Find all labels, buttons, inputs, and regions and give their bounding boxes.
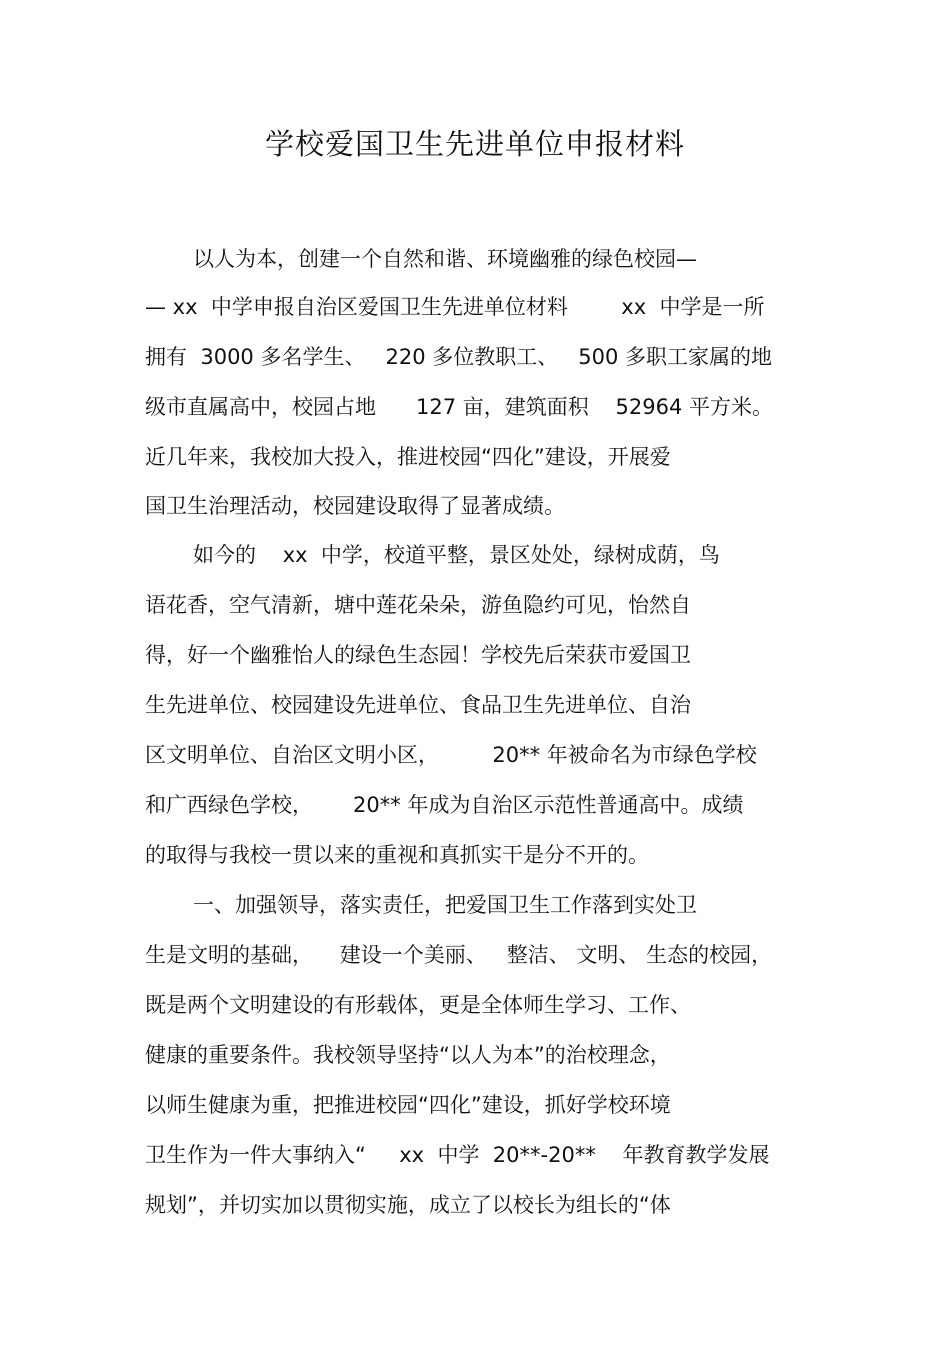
text-line: 级市直属高中，校园占地 127 亩，建筑面积 52964 平方米。	[145, 395, 773, 419]
text-line: 的取得与我校一贯以来的重视和真抓实干是分不开的。	[145, 843, 649, 867]
text-line: 生先进单位、校园建设先进单位、食品卫生先进单位、自治	[145, 693, 691, 717]
text-line: 得，好一个幽雅怡人的绿色生态园！学校先后荣获市爱国卫	[145, 643, 691, 667]
text-line: 健康的重要条件。我校领导坚持“以人为本”的治校理念，	[145, 1043, 671, 1067]
text-line: 卫生作为一件大事纳入“ xx 中学 20**-20** 年教育教学发展	[145, 1143, 770, 1167]
text-line: 区文明单位、自治区文明小区， 20** 年被命名为市绿色学校	[145, 743, 757, 767]
text-line: 国卫生治理活动，校园建设取得了显著成绩。	[145, 494, 565, 518]
text-line: 如今的 xx 中学，校道平整，景区处处，绿树成荫，鸟	[193, 543, 720, 567]
text-line: 和广西绿色学校， 20** 年成为自治区示范性普通高中。成绩	[145, 793, 744, 817]
text-line: 以人为本，创建一个自然和谐、环境幽雅的绿色校园—	[193, 247, 697, 271]
text-line: 一、加强领导，落实责任，把爱国卫生工作落到实处卫	[193, 893, 697, 917]
text-line: 以师生健康为重，把推进校园“四化”建设，抓好学校环境	[145, 1093, 671, 1117]
text-line: 拥有 3000 多名学生、 220 多位教职工、 500 多职工家属的地	[145, 345, 773, 369]
document-title: 学校爱国卫生先进单位申报材料	[264, 127, 685, 161]
text-line: — xx 中学申报自治区爱国卫生先进单位材料 xx 中学是一所	[145, 295, 765, 319]
text-line: 近几年来，我校加大投入，推进校园“四化”建设，开展爱	[145, 445, 671, 469]
text-line: 规划”，并切实加以贯彻实施，成立了以校长为组长的“体	[145, 1193, 671, 1217]
text-line: 既是两个文明建设的有形载体，更是全体师生学习、工作、	[145, 993, 691, 1017]
text-line: 语花香，空气清新，塘中莲花朵朵，游鱼隐约可见，怡然自	[145, 593, 691, 617]
text-line: 生是文明的基础， 建设一个美丽、 整洁、 文明、 生态的校园，	[145, 943, 773, 967]
